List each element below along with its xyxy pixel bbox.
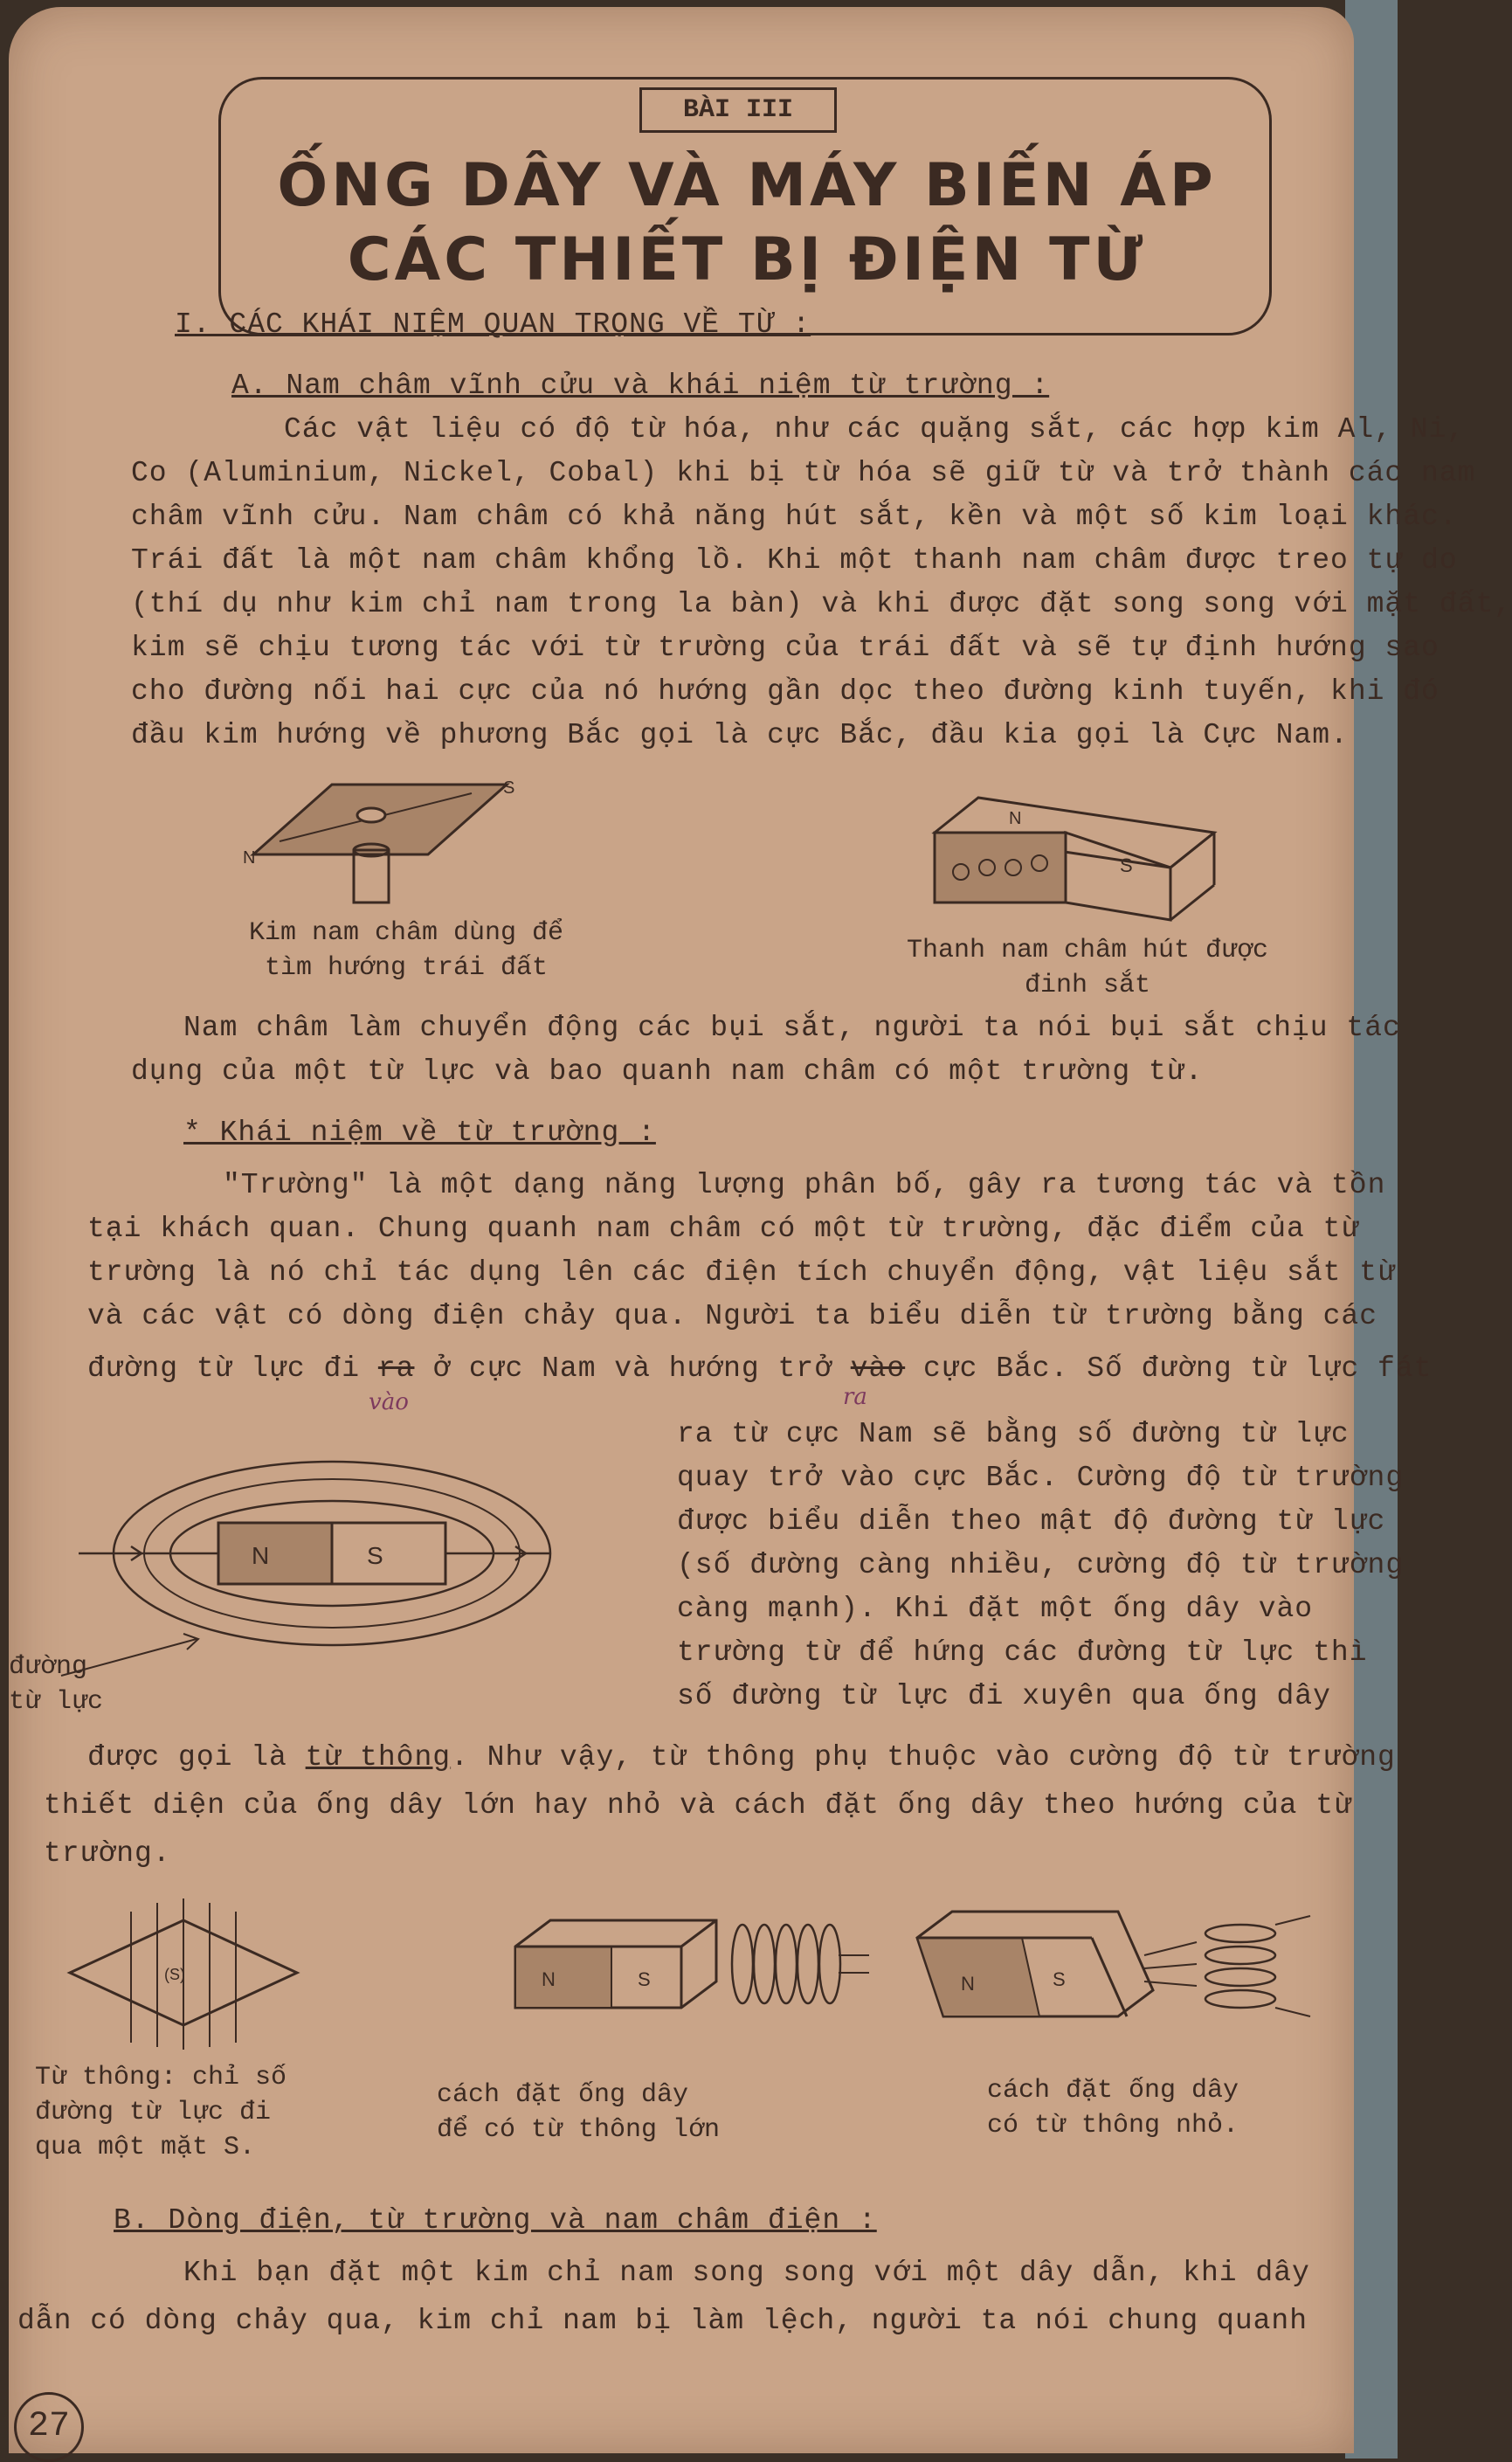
para-b-line: dụng của một từ lực và bao quanh nam châm có một trường từ. [131,1055,1204,1088]
para-c-line: và các vật có dòng điện chảy qua. Người ta biểu diễn từ trường bằng các [87,1300,1378,1332]
label-s: S [1053,1968,1066,1990]
para-a-line: đầu kim hướng về phương Bắc gọi là cực Bắc, đầu kia gọi là Cực Nam. [131,719,1349,751]
para-f-line: dẫn có dòng chảy qua, kim chỉ nam bị làm lệch, người ta nói chung quanh [17,2305,1308,2337]
para-a-line: châm vĩnh cửu. Nam châm có khả năng hút sắt, kền và một số kim loại khác. [131,501,1458,533]
para-a-line: (thí dụ như kim chỉ nam trong la bàn) và khi được đặt song song với mặt đất, [131,588,1512,620]
figure-caption: Kim nam châm dùng để tìm hướng trái đất [248,918,564,983]
para-c-line: "Trường" là một dạng năng lượng phân bố, gây ra tương tác và tồn [223,1169,1386,1201]
para-f-line: Khi bạn đặt một kim chỉ nam song song với một dây dẫn, khi dây [183,2257,1310,2289]
para-e-line: thiết diện của ống dây lớn hay nhỏ và cách đặt ống dây theo hướng của từ [44,1789,1352,1822]
page-number: 27 [14,2392,84,2462]
figure-caption: Từ thông: chỉ số đường từ lực đi qua một mặt S. [35,2063,287,2162]
compass-figure [227,767,542,916]
label-n: N [961,1973,975,1995]
bar-magnet-figure [917,780,1223,929]
label-s: S [503,778,515,798]
para-a-line: kim sẽ chịu tương tác với từ trường của trái đất và sẽ tự định hướng sao [131,632,1440,664]
para-a-line: Các vật liệu có độ từ hóa, như các quặng sắt, các hợp kim Al, Ni, [284,413,1466,446]
figure-caption: cách đặt ống dây có từ thông nhỏ. [987,2076,1239,2140]
para-c-line: trường là nó chỉ tác dụng lên các điện tích chuyển động, vật liệu sắt từ [87,1256,1396,1289]
para-d-line: quay trở vào cực Bắc. Cường độ từ trường [677,1462,1405,1494]
para-a-line: cho đường nối hai cực của nó hướng gần dọc theo đường kinh tuyến, khi đó [131,675,1440,708]
subheading-a: A. Nam châm vĩnh cửu và khái niệm từ trường : [231,370,1050,402]
para-d-line: số đường từ lực đi xuyên qua ống dây [677,1680,1331,1712]
coil-large-flux-figure [507,1903,873,2034]
document-page [9,7,1512,2453]
label-n: N [1009,809,1022,828]
handwritten-correction: ra [843,1384,867,1410]
surface-label: (S) [164,1966,185,1983]
coil-small-flux-figure [908,1894,1319,2034]
para-d-line: (số đường càng nhiều, cường độ từ trường [677,1549,1405,1581]
subheading-star: * Khái niệm về từ trường : [183,1117,656,1149]
para-d-line: được biểu diễn theo mật độ đường từ lực [677,1505,1386,1538]
para-e-line: trường. [44,1837,171,1870]
para-c-line: tại khách quan. Chung quanh nam châm có một từ trường, đặc điểm của từ [87,1213,1360,1245]
figure-caption: cách đặt ống dây để có từ thông lớn [437,2080,721,2145]
label-s: S [638,1968,651,1990]
lesson-label: BÀI III [639,87,837,133]
handwritten-correction: vào [369,1389,409,1415]
label-n: N [252,1542,270,1569]
para-a-line: Trái đất là một nam châm khổng lồ. Khi một thanh nam châm được treo tự do [131,544,1458,577]
para-c-line: đường từ lực đi ra ở cực Nam và hướng trở vào cực Bắc. Số đường từ lực fát [87,1352,1433,1385]
label-s: S [1120,854,1133,876]
label-s: S [367,1542,383,1569]
para-d-line: trường từ để hứng các đường từ lực thì [677,1636,1368,1669]
section-heading-1: I. CÁC KHÁI NIỆM QUAN TRỌNG VỀ TỪ : [175,308,811,341]
subheading-b: B. Dòng điện, từ trường và nam châm điện : [114,2204,877,2237]
para-a-line: Co (Aluminium, Nickel, Cobal) khi bị từ hóa sẽ giữ từ và trở thành các nam [131,457,1476,489]
label-n: N [542,1968,556,1990]
para-e-line: được gọi là từ thông. Như vậy, từ thông phụ thuộc vào cường độ từ trường [87,1741,1396,1774]
label-n: N [243,848,256,868]
title-line-2: CÁC THIẾT BỊ ĐIỆN TỪ [347,225,1147,294]
field-lines-caption: đường từ lực [9,1652,104,1717]
para-d-line: ra từ cực Nam sẽ bằng số đường từ lực [677,1418,1350,1450]
para-b-line: Nam châm làm chuyển động các bụi sắt, người ta nói bụi sắt chịu tác [183,1012,1401,1044]
flux-surface-figure [61,1894,314,2051]
figure-caption: Thanh nam châm hút được đinh sắt [906,936,1269,1000]
title-line-1: ỐNG DÂY VÀ MÁY BIẾN ÁP [277,151,1217,220]
para-d-line: càng mạnh). Khi đặt một ống dây vào [677,1593,1314,1625]
